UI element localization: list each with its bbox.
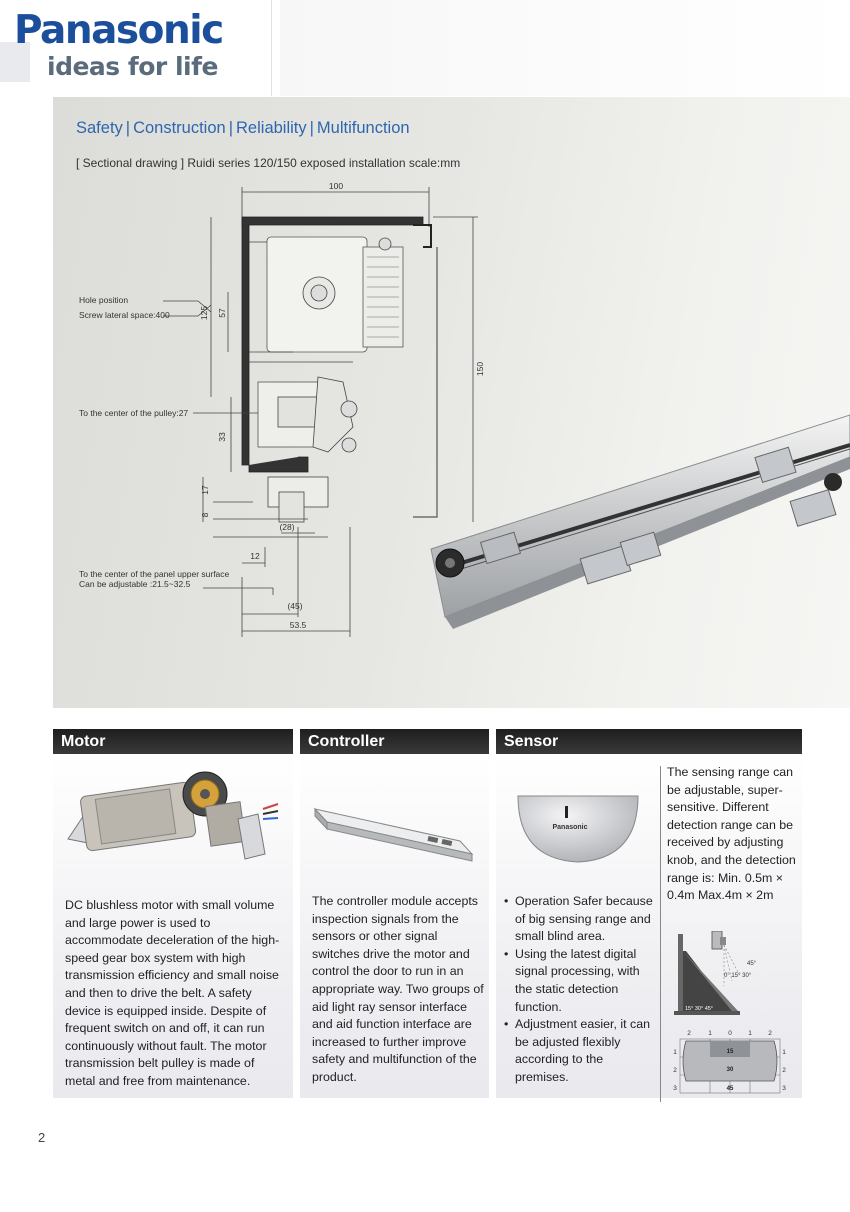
controller-image xyxy=(300,759,489,869)
grid-top-label: 0 xyxy=(728,1030,732,1037)
sensor-device-logo: Panasonic xyxy=(552,824,588,831)
dim-17: 17 xyxy=(200,485,210,495)
controller-panel xyxy=(300,729,489,1098)
dim-53-5: 53.5 xyxy=(289,620,307,630)
grid-side-label: 1 xyxy=(782,1049,786,1056)
grid-side-label: 3 xyxy=(782,1085,786,1092)
heading-safety: Safety xyxy=(76,119,123,137)
grid-side-label: 2 xyxy=(673,1067,677,1074)
label-panel-adjust: Can be adjustable :21.5~32.5 xyxy=(79,579,191,589)
grid-side-label: 1 xyxy=(673,1049,677,1056)
hero-heading: Safety | Construction | Reliability | Multifunction xyxy=(76,119,410,137)
sensor-angle-label: 0° 15° 30° xyxy=(724,973,752,979)
dim-28: (28) xyxy=(279,522,295,532)
heading-construction: Construction xyxy=(133,119,226,137)
label-screw-space: Screw lateral space:400 xyxy=(79,310,170,320)
header-background xyxy=(280,0,850,96)
label-pulley-center: To the center of the pulley:27 xyxy=(79,408,189,418)
brand-tagline: ideas for life xyxy=(47,52,218,81)
brand-logo xyxy=(14,10,223,82)
heading-reliability: Reliability xyxy=(236,119,307,137)
motor-image xyxy=(53,759,293,869)
sensor-range-text: The sensing range can be adjustable, super-sensitive. Different detection range can be received by adjusting knob, and the detection range is: Min. 0.5m × 0.4m Max.4m × 2m xyxy=(667,765,796,903)
sensor-feature-item: • Using the latest digital signal processing, with the static detection function. xyxy=(504,946,654,1016)
grid-side-label: 2 xyxy=(782,1067,786,1074)
heading-multifunction: Multifunction xyxy=(316,119,410,137)
sensor-image xyxy=(496,754,656,864)
drawing-caption: [ Sectional drawing ] Ruidi series 120/150 exposed installation scale:mm xyxy=(76,156,461,170)
motor-body xyxy=(53,754,293,1098)
dim-57: 57 xyxy=(217,308,227,318)
grid-top-label: 2 xyxy=(768,1030,772,1037)
dim-8: 8 xyxy=(200,512,210,518)
motor-title: Motor xyxy=(53,729,293,754)
dim-height-total: 150 xyxy=(475,361,485,377)
header-divider xyxy=(271,0,272,96)
motor-panel xyxy=(53,729,293,1098)
dim-top: 100 xyxy=(328,181,344,191)
dim-33: 33 xyxy=(217,432,227,442)
sensor-floor-angle-label: 15° 30° 45° xyxy=(685,1006,714,1012)
controller-description: The controller module accepts inspection signals from the sensors or other signal switches drive the motor and control the door to run in an appropriate way. Two groups of aid light ray sensor interface and aid function interface are increased to further improve safety and multifunction of the product. xyxy=(312,894,484,1084)
sensor-range-diagram xyxy=(662,931,802,1116)
grid-value-label: 45 xyxy=(726,1086,734,1092)
hero-section xyxy=(53,97,850,708)
page-number: 2 xyxy=(38,1130,46,1145)
motor-description: DC blushless motor with small volume and large power is used to accommodate deceleration of the high-speed gear box system with high transmission efficiency and small noise and then to drive the belt. A safety device is equipped inside. Despite of frequent switch on and off, it can run continuously without fault. The motor transmission belt pulley is made of metal and free from maintenance. xyxy=(65,898,280,1088)
sensor-feature-item: • Adjustment easier, it can be adjusted flexibly according to the premises. xyxy=(504,1016,654,1086)
grid-top-label: 1 xyxy=(748,1030,752,1037)
sensor-feature-item: • Operation Safer because of big sensing range and small blind area. xyxy=(504,893,654,946)
controller-title: Controller xyxy=(300,729,489,754)
dim-45: (45) xyxy=(287,601,303,611)
sensor-features xyxy=(504,893,654,1087)
controller-body xyxy=(300,754,489,1098)
sensor-divider xyxy=(660,766,661,1102)
sensor-title: Sensor xyxy=(496,729,802,754)
grid-side-label: 3 xyxy=(673,1085,677,1092)
label-hole-position: Hole position xyxy=(79,295,129,305)
grid-top-label: 2 xyxy=(687,1030,691,1037)
sensor-panel xyxy=(496,729,802,1098)
rail-photo xyxy=(53,97,850,708)
dim-125: 125 xyxy=(199,305,209,321)
grid-value-label: 30 xyxy=(726,1067,734,1073)
sensor-angle-label: 45° xyxy=(747,961,757,967)
sensor-body xyxy=(496,754,802,1098)
label-panel-center: To the center of the panel upper surface xyxy=(79,569,230,579)
dim-12: 12 xyxy=(250,551,260,561)
grid-value-label: 15 xyxy=(726,1049,734,1055)
brand-name: Panasonic xyxy=(14,8,223,53)
grid-top-label: 1 xyxy=(708,1030,712,1037)
